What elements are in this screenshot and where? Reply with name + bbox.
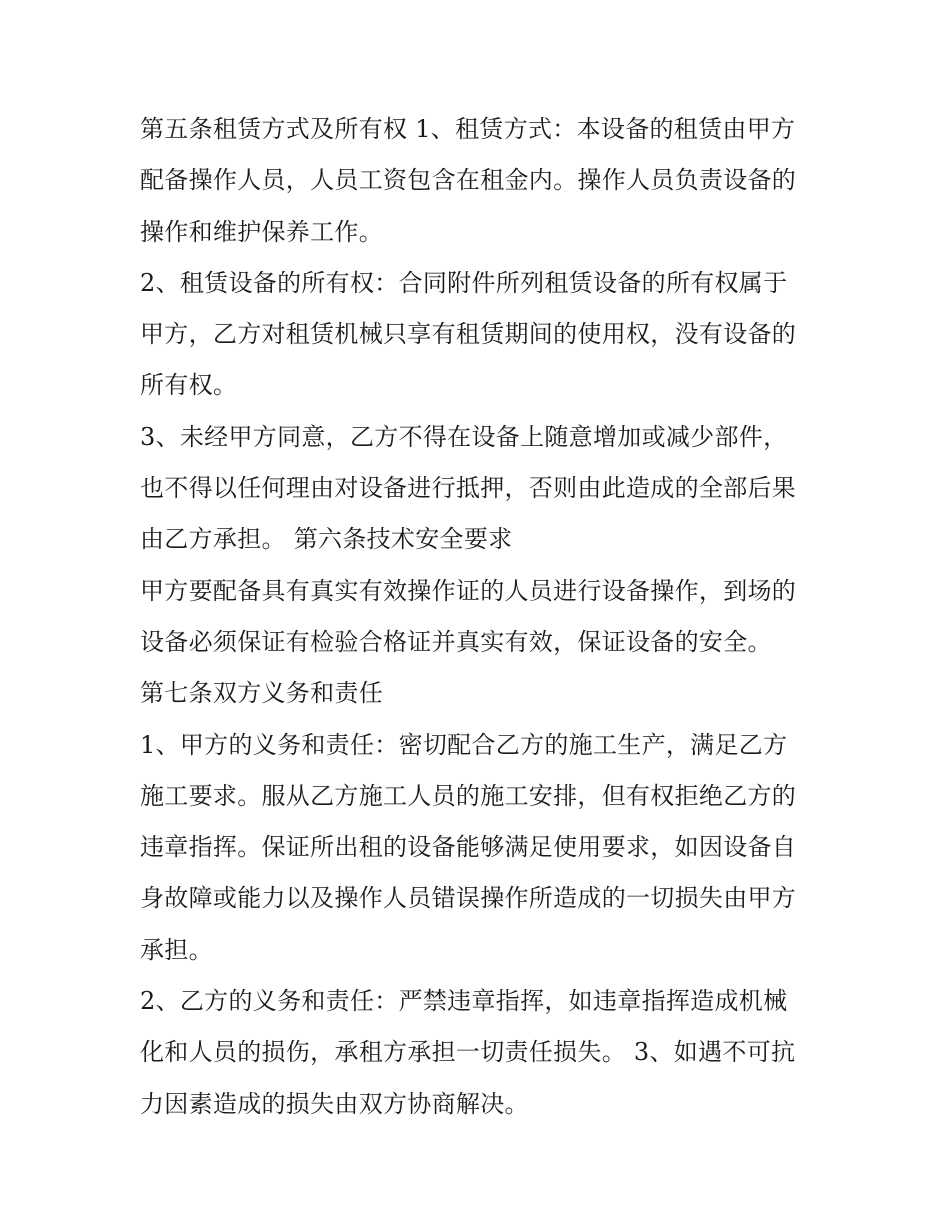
section-heading: 第七条双方义务和责任 bbox=[140, 679, 383, 708]
text-line: 3、未经甲方同意，乙方不得在设备上随意增加或减少部件， bbox=[140, 422, 788, 451]
document-body bbox=[140, 104, 820, 1130]
text-line: 违章指挥。保证所出租的设备能够满足使用要求，如因设备自 bbox=[140, 833, 797, 862]
text-line: 操作和维护保养工作。 bbox=[140, 217, 383, 246]
text-line: 甲方要配备具有真实有效操作证的人员进行设备操作，到场的 bbox=[140, 576, 797, 605]
text-line: 设备必须保证有检验合格证并真实有效，保证设备的安全。 bbox=[140, 627, 772, 656]
text-line: 配备操作人员，人员工资包含在租金内。操作人员负责设备的 bbox=[140, 166, 797, 195]
text-line: 力因素造成的损失由双方协商解决。 bbox=[140, 1089, 529, 1118]
text-line: 施工要求。服从乙方施工人员的施工安排，但有权拒绝乙方的 bbox=[140, 781, 797, 810]
text-line: 承担。 bbox=[140, 935, 213, 964]
text-line: 第五条租赁方式及所有权 1、租赁方式：本设备的租赁由甲方 bbox=[140, 115, 796, 143]
text-line: 身故障或能力以及操作人员错误操作所造成的一切损失由甲方 bbox=[140, 884, 797, 913]
text-line: 所有权。 bbox=[140, 371, 238, 400]
text-line: 2、乙方的义务和责任：严禁违章指挥，如违章指挥造成机械 bbox=[140, 987, 788, 1016]
text-line: 1、甲方的义务和责任：密切配合乙方的施工生产，满足乙方 bbox=[140, 730, 788, 759]
text-line: 化和人员的损伤，承租方承担一切责任损失。 3、如遇不可抗 bbox=[140, 1038, 796, 1067]
text-line: 也不得以任何理由对设备进行抵押，否则由此造成的全部后果 bbox=[140, 474, 797, 503]
text-line: 甲方，乙方对租赁机械只享有租赁期间的使用权，没有设备的 bbox=[140, 320, 797, 349]
text-line: 2、租赁设备的所有权：合同附件所列租赁设备的所有权属于 bbox=[140, 268, 788, 297]
text-line: 由乙方承担。 第六条技术安全要求 bbox=[140, 525, 513, 554]
